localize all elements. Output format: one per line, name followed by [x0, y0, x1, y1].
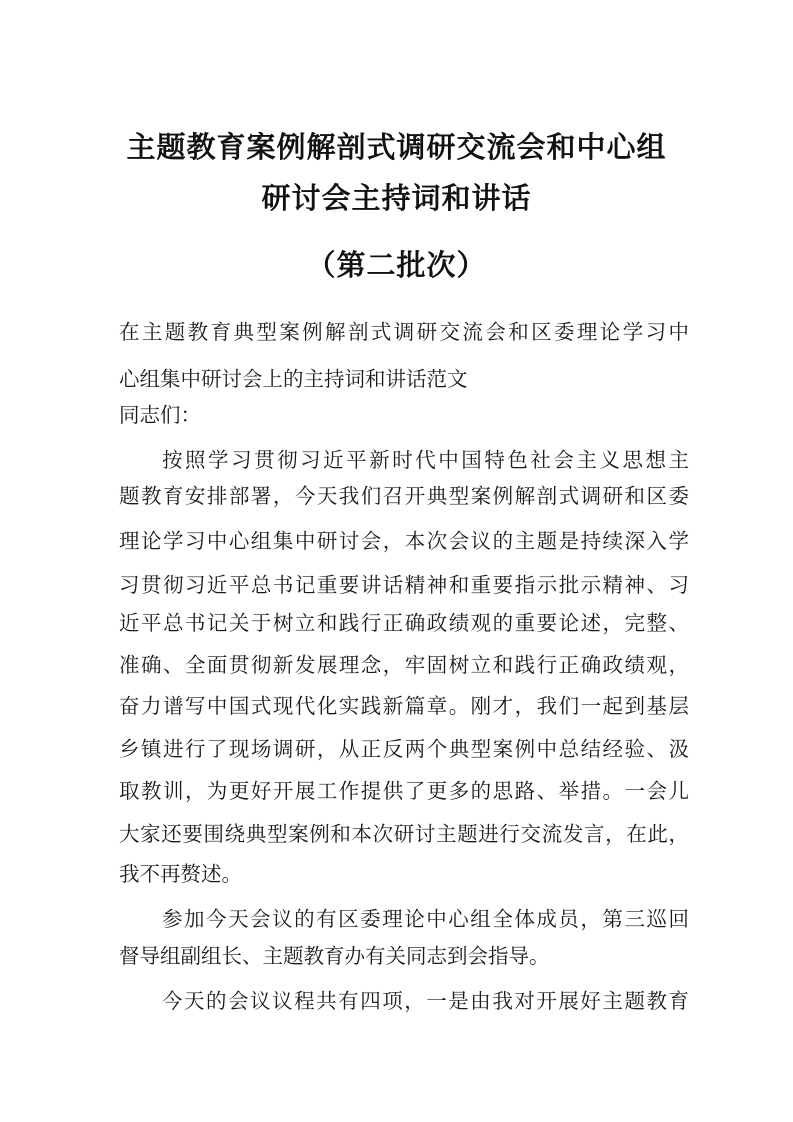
- paragraph-3-line: 今天的会议议程共有四项，一是由我对开展好主题教育: [162, 989, 689, 1013]
- paragraph-1-line: 我不再赘述。: [119, 862, 242, 886]
- paragraph-2-line: 督导组副组长、主题教育办有关同志到会指导。: [119, 944, 550, 968]
- paragraph-1-line: 准确、全面贯彻新发展理念，牢固树立和践行正确政绩观，: [119, 653, 689, 677]
- intro-line-1: 在主题教育典型案例解剖式调研交流会和区委理论学习中: [119, 320, 689, 344]
- salutation: 同志们：: [119, 403, 201, 427]
- paragraph-1-line: 按照学习贯彻习近平新时代中国特色社会主义思想主: [162, 448, 689, 472]
- paragraph-1-line: 乡镇进行了现场调研，从正反两个典型案例中总结经验、汲: [119, 737, 689, 761]
- document-title-line1: 主题教育案例解剖式调研交流会和中心组: [126, 130, 667, 164]
- paragraph-1-line: 题教育安排部署，今天我们召开典型案例解剖式调研和区委: [119, 484, 689, 508]
- paragraph-1-line: 大家还要围绕典型案例和本次研讨主题进行交流发言，在此，: [119, 822, 689, 846]
- intro-line-2: 心组集中研讨会上的主持词和讲话范文: [119, 367, 468, 391]
- document-title-line2: 研讨会主持词和讲话: [261, 181, 532, 215]
- paragraph-1-line: 近平总书记关于树立和践行正确政绩观的重要论述，完整、: [119, 611, 689, 635]
- paragraph-1-line: 奋力谱写中国式现代化实践新篇章。刚才，我们一起到基层: [119, 694, 689, 718]
- paragraph-1-line: 习贯彻习近平总书记重要讲话精神和重要指示批示精神、习: [119, 573, 689, 597]
- document-subtitle: （第二批次）: [306, 248, 487, 282]
- paragraph-1-line: 取教训，为更好开展工作提供了更多的思路、举措。一会儿: [119, 779, 689, 803]
- paragraph-2-line: 参加今天会议的有区委理论中心组全体成员，第三巡回: [162, 907, 689, 931]
- paragraph-1-line: 理论学习中心组集中研讨会，本次会议的主题是持续深入学: [119, 529, 689, 553]
